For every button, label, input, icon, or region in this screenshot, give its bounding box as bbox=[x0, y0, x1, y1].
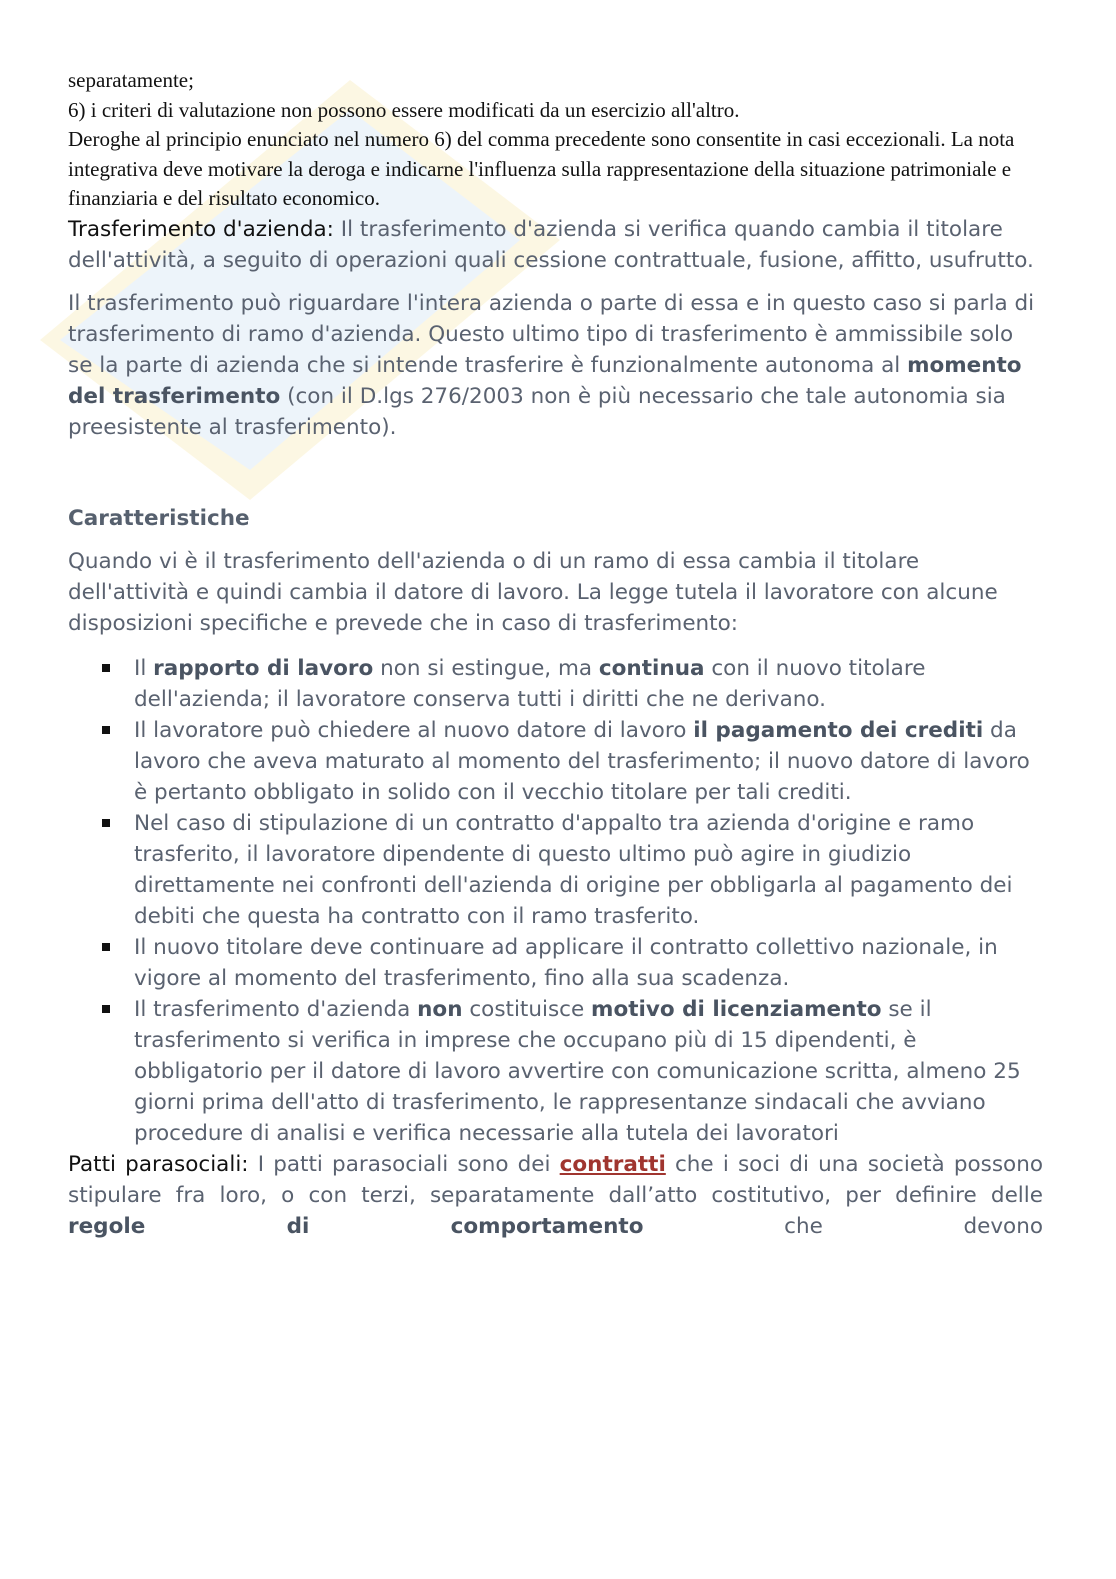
list-item: Il trasferimento d'azienda non costituisce motivo di licenziamento se il trasferimento si verifica in imprese che occupano più di 15 dipendenti, è obbligatorio per il datore di lavoro avvertire con comunicazione scritta, almeno 25 giorni prima dell'atto di trasferimento, le rappresentanze sindacali che avviano procedure di analisi e verifica necessarie alla tutela dei lavoratori bbox=[134, 994, 1043, 1149]
bullet-icon bbox=[102, 819, 110, 827]
list-item: Nel caso di stipulazione di un contratto d'appalto tra azienda d'origine e ramo trasferito, il lavoratore dipendente di questo ultimo può agire in giudizio direttamente nei confronti dell'azienda di origine per obbligarla al pagamento dei debiti che questa ha contratto con il ramo trasferito. bbox=[134, 808, 1043, 932]
list-item: Il lavoratore può chiedere al nuovo datore di lavoro il pagamento dei crediti da lavoro che aveva maturato al momento del trasferimento; il nuovo datore di lavoro è pertanto obbligato in solido con il vecchio titolare per tali crediti. bbox=[134, 715, 1043, 808]
section-label: Patti parasociali: bbox=[68, 1151, 249, 1177]
bullet-icon bbox=[102, 664, 110, 672]
list-item: Il rapporto di lavoro non si estingue, ma continua con il nuovo titolare dell'azienda; il lavoratore conserva tutti i diritti che ne derivano. bbox=[134, 653, 1043, 715]
bullet-icon bbox=[102, 726, 110, 734]
document-page bbox=[68, 66, 1043, 1242]
section-label: Trasferimento d'azienda: bbox=[68, 216, 334, 242]
patti-paragraph: Patti parasociali: I patti parasociali sono dei contratti che i soci di una società possono stipulare fra loro, o con terzi, separatamente dall’atto costitutivo, per definire delle regole di comportamento che devono bbox=[68, 1151, 1043, 1239]
text-line: separatamente; bbox=[68, 68, 194, 92]
bullet-icon bbox=[102, 943, 110, 951]
section-heading: Caratteristiche bbox=[68, 505, 250, 531]
contratti-link[interactable]: contratti bbox=[559, 1151, 666, 1177]
trasferimento-paragraph-2: Il trasferimento può riguardare l'intera azienda o parte di essa e in questo caso si parla di trasferimento di ramo d'azienda. Questo ultimo tipo di trasferimento è ammissibile solo se la parte di azienda che si intende trasferire è funzionalmente autonoma al momento del trasferimento (con il D.lgs 276/2003 non è più necessario che tale autonomia sia preesistente al trasferimento). bbox=[68, 290, 1035, 440]
text-paragraph: Deroghe al principio enunciato nel numero 6) del comma precedente sono consentite in casi eccezionali. La nota integrativa deve motivare la deroga e indicarne l'influenza sulla rappresentazione della situazione patrimoniale e finanziaria e del risultato economico. bbox=[68, 127, 1015, 210]
caratteristiche-intro: Quando vi è il trasferimento dell'azienda o di un ramo di essa cambia il titolare dell'attività e quindi cambia il datore di lavoro. La legge tutela il lavoratore con alcune disposizioni specifiche e prevede che in caso di trasferimento: bbox=[68, 548, 998, 636]
bullet-icon bbox=[102, 1005, 110, 1013]
text-line: 6) i criteri di valutazione non possono essere modificati da un esercizio all'altro. bbox=[68, 97, 740, 122]
bullet-list bbox=[68, 653, 1043, 1149]
list-item: Il nuovo titolare deve continuare ad applicare il contratto collettivo nazionale, in vigore al momento del trasferimento, fino alla sua scadenza. bbox=[134, 932, 1043, 994]
trasferimento-paragraph: Trasferimento d'azienda: Il trasferimento d'azienda si verifica quando cambia il titolare dell'attività, a seguito di operazioni quali cessione contrattuale, fusione, affitto, usufrutto. bbox=[68, 216, 1034, 273]
